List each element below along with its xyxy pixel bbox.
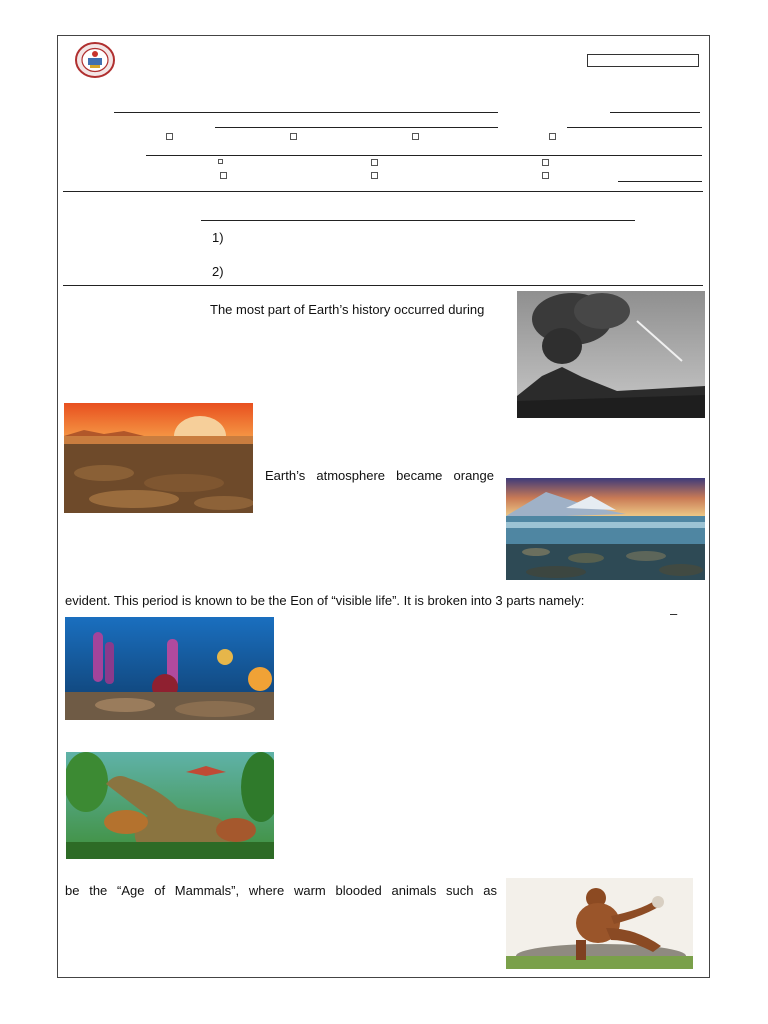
paragraph-3: evident. This period is known to be the Eon of “visible life”. It is broken into 3 parts namely:	[65, 593, 585, 608]
checkbox[interactable]	[371, 159, 378, 166]
header-code-box	[587, 54, 699, 67]
checkbox[interactable]	[542, 172, 549, 179]
stromatolites-image	[506, 478, 705, 580]
section-divider	[63, 191, 703, 192]
list-item-1: 1)	[212, 230, 224, 245]
checkbox[interactable]	[542, 159, 549, 166]
header-line	[610, 112, 700, 113]
header-line	[618, 181, 702, 182]
orange-sky-image	[64, 403, 253, 513]
paragraph-4: be the “Age of Mammals”, where warm blooded animals such as	[65, 883, 497, 898]
header-line	[567, 127, 702, 128]
header-line	[215, 127, 498, 128]
volcano-meteor-image	[517, 291, 705, 418]
dinosaur-jungle-image	[66, 752, 274, 859]
checkbox[interactable]	[549, 133, 556, 140]
header-line	[146, 155, 702, 156]
ocean-reef-image	[65, 617, 274, 720]
section-divider	[63, 285, 703, 286]
instructions-line	[201, 220, 635, 221]
checkbox[interactable]	[218, 159, 223, 164]
trailing-dash: –	[670, 606, 678, 621]
checkbox[interactable]	[166, 133, 173, 140]
checkbox[interactable]	[371, 172, 378, 179]
header-line	[114, 112, 498, 113]
paragraph-2: Earth’s atmosphere became orange	[265, 468, 494, 483]
school-logo	[75, 42, 115, 78]
checkbox[interactable]	[290, 133, 297, 140]
paragraph-1: The most part of Earth’s history occurred during	[210, 302, 485, 317]
checkbox[interactable]	[220, 172, 227, 179]
list-item-2: 2)	[212, 264, 224, 279]
early-human-image	[506, 878, 693, 969]
checkbox[interactable]	[412, 133, 419, 140]
